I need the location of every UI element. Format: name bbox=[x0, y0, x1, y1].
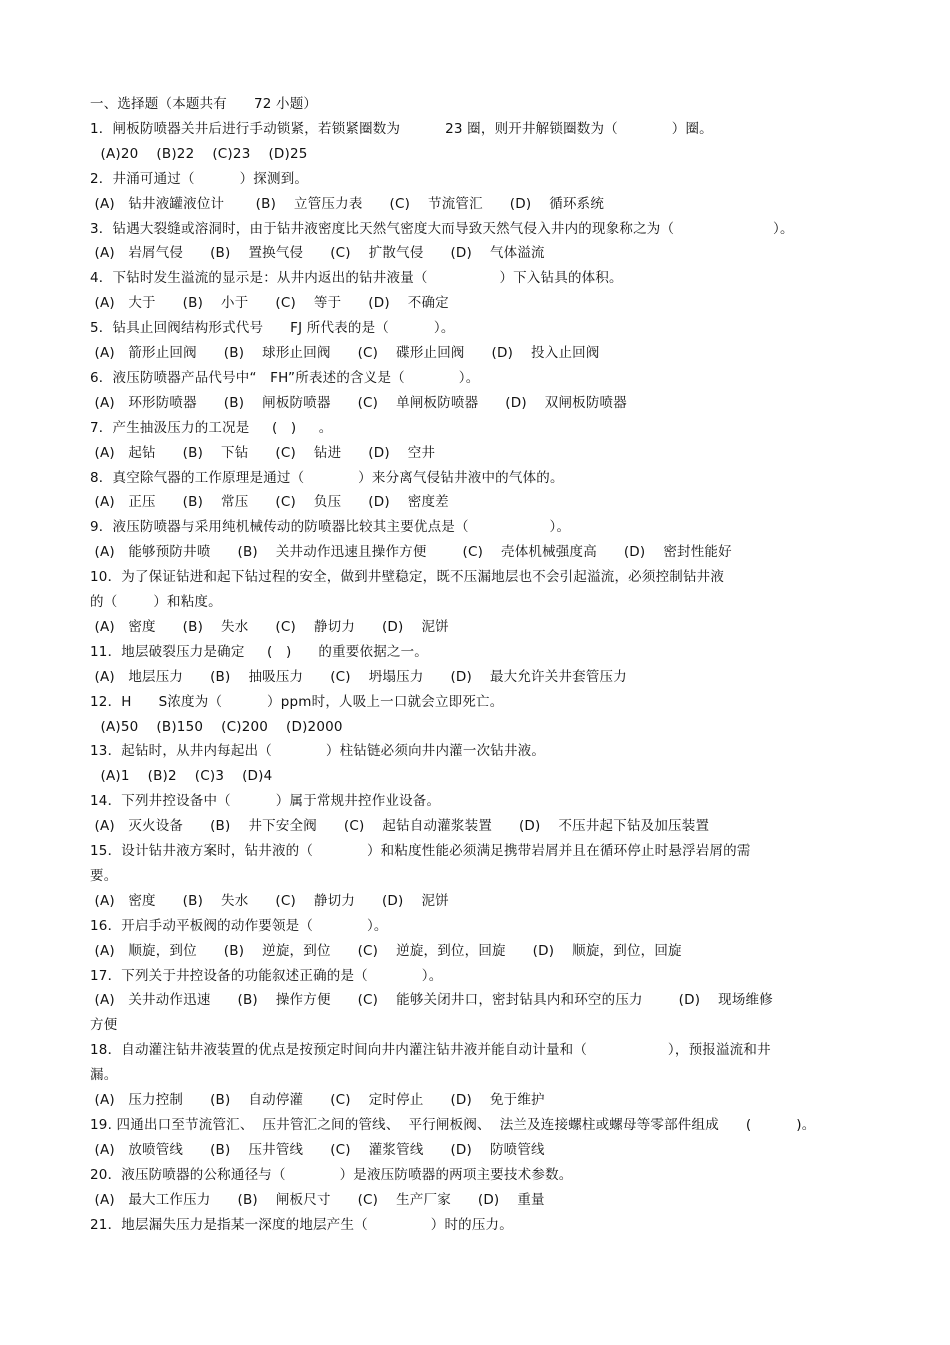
question-17: 17．下列关于井控设备的功能叙述正确的是（ ）。 bbox=[90, 967, 443, 984]
options-19: (A) 放喷管线 (B) 压井管线 (C) 灌浆管线 (D) 防喷管线 bbox=[90, 1141, 545, 1158]
options-7: (A) 起钻 (B) 下钻 (C) 钻进 (D) 空井 bbox=[90, 444, 436, 461]
options-10: (A) 密度 (B) 失水 (C) 静切力 (D) 泥饼 bbox=[90, 618, 449, 635]
question-5: 5．钻具止回阀结构形式代号 FJ 所代表的是（ ）。 bbox=[90, 320, 455, 337]
options-3: (A) 岩屑气侵 (B) 置换气侵 (C) 扩散气侵 (D) 气体溢流 bbox=[90, 245, 545, 262]
question-8: 8．真空除气器的工作原理是通过（ ）来分离气侵钻井液中的气体的。 bbox=[90, 469, 564, 486]
section-heading: 一、选择题（本题共有 72 小题） bbox=[90, 96, 318, 112]
question-21: 21．地层漏失压力是指某一深度的地层产生（ ）时的压力。 bbox=[90, 1216, 513, 1233]
question-13: 13．起钻时，从井内每起出（ ）柱钻链必须向井内灌一次钻井液。 bbox=[90, 743, 546, 760]
question-14: 14．下列井控设备中（ ）属于常规井控作业设备。 bbox=[90, 793, 441, 810]
options-4: (A) 大于 (B) 小于 (C) 等于 (D) 不确定 bbox=[90, 295, 449, 312]
question-2: 2．井涌可通过（ ）探测到。 bbox=[90, 170, 309, 187]
options-1: (A)20 (B)22 (C)23 (D)25 bbox=[96, 145, 308, 162]
question-10-cont: 的（ ）和粘度。 bbox=[90, 594, 222, 610]
question-16: 16．开启手动平板阀的动作要领是（ ）。 bbox=[90, 917, 388, 934]
options-11: (A) 地层压力 (B) 抽吸压力 (C) 坍塌压力 (D) 最大允许关井套管压力 bbox=[90, 668, 627, 685]
question-11: 11．地层破裂压力是确定 ( ) 的重要依据之一。 bbox=[90, 643, 428, 660]
question-1: 1．闸板防喷器关井后进行手动锁紧，若锁紧圈数为 23 圈，则开井解锁圈数为（ ）圈。 bbox=[90, 120, 713, 137]
options-17-cont: 方便 bbox=[90, 1017, 118, 1034]
question-20: 20．液压防喷器的公称通径与（ ）是液压防喷器的两项主要技术参数。 bbox=[90, 1166, 573, 1183]
question-12: 12．H S浓度为（ ）ppm时，人吸上一口就会立即死亡。 bbox=[90, 693, 504, 710]
question-10: 10．为了保证钻进和起下钻过程的安全，做到井壁稳定，既不压漏地层也不会引起溢流，必须控制钻井液 bbox=[90, 569, 725, 586]
question-19: 19. 四通出口至节流管汇、 压井管汇之间的管线、 平行闸板阀、 法兰及连接螺柱或螺母等零部件组成 ( )。 bbox=[90, 1116, 816, 1133]
options-17: (A) 关井动作迅速 (B) 操作方便 (C) 能够关闭井口，密封钻具内和环空的压力 (D) 现场维修 bbox=[90, 992, 773, 1009]
options-13: (A)1 (B)2 (C)3 (D)4 bbox=[96, 768, 273, 785]
options-2: (A) 钻井液罐液位计 (B) 立管压力表 (C) 节流管汇 (D) 循环系统 bbox=[90, 195, 605, 212]
question-15-cont: 要。 bbox=[90, 867, 118, 884]
options-16: (A) 顺旋，到位 (B) 逆旋，到位 (C) 逆旋，到位，回旋 (D) 顺旋，到位，回旋 bbox=[90, 942, 682, 959]
options-6: (A) 环形防喷器 (B) 闸板防喷器 (C) 单闸板防喷器 (D) 双闸板防喷器 bbox=[90, 394, 627, 411]
question-15: 15．设计钻井液方案时，钻井液的（ ）和粘度性能必须满足携带岩屑并且在循环停止时悬浮岩屑的需 bbox=[90, 843, 751, 859]
options-18: (A) 压力控制 (B) 自动停灌 (C) 定时停止 (D) 免于维护 bbox=[90, 1092, 545, 1108]
options-9: (A) 能够预防井喷 (B) 关井动作迅速且操作方便 (C) 壳体机械强度高 (D) 密封性能好 bbox=[90, 544, 732, 561]
options-14: (A) 灭火设备 (B) 井下安全阀 (C) 起钻自动灌浆装置 (D) 不压井起下钻及加压装置 bbox=[90, 818, 710, 835]
question-4: 4．下钻时发生溢流的显示是：从井内返出的钻井液量（ ）下入钻具的体积。 bbox=[90, 270, 623, 287]
question-3: 3．钻遇大裂缝或溶洞时，由于钻井液密度比天然气密度大而导致天然气侵入井内的现象称之为（ ）。 bbox=[90, 220, 794, 237]
question-7: 7．产生抽汲压力的工况是 ( ) 。 bbox=[90, 419, 333, 436]
question-18-cont: 漏。 bbox=[90, 1067, 118, 1084]
options-8: (A) 正压 (B) 常压 (C) 负压 (D) 密度差 bbox=[90, 494, 449, 511]
options-20: (A) 最大工作压力 (B) 闸板尺寸 (C) 生产厂家 (D) 重量 bbox=[90, 1191, 545, 1208]
question-18: 18．自动灌注钻井液装置的优点是按预定时间向井内灌注钻井液并能自动计量和（ ），预报溢流和井 bbox=[90, 1042, 771, 1059]
options-5: (A) 箭形止回阀 (B) 球形止回阀 (C) 碟形止回阀 (D) 投入止回阀 bbox=[90, 345, 600, 361]
question-6: 6．液压防喷器产品代号中“ FH”所表述的含义是（ ）。 bbox=[90, 369, 480, 386]
options-15: (A) 密度 (B) 失水 (C) 静切力 (D) 泥饼 bbox=[90, 892, 449, 909]
options-12: (A)50 (B)150 (C)200 (D)2000 bbox=[96, 718, 343, 735]
question-9: 9．液压防喷器与采用纯机械传动的防喷器比较其主要优点是（ ）。 bbox=[90, 519, 571, 536]
